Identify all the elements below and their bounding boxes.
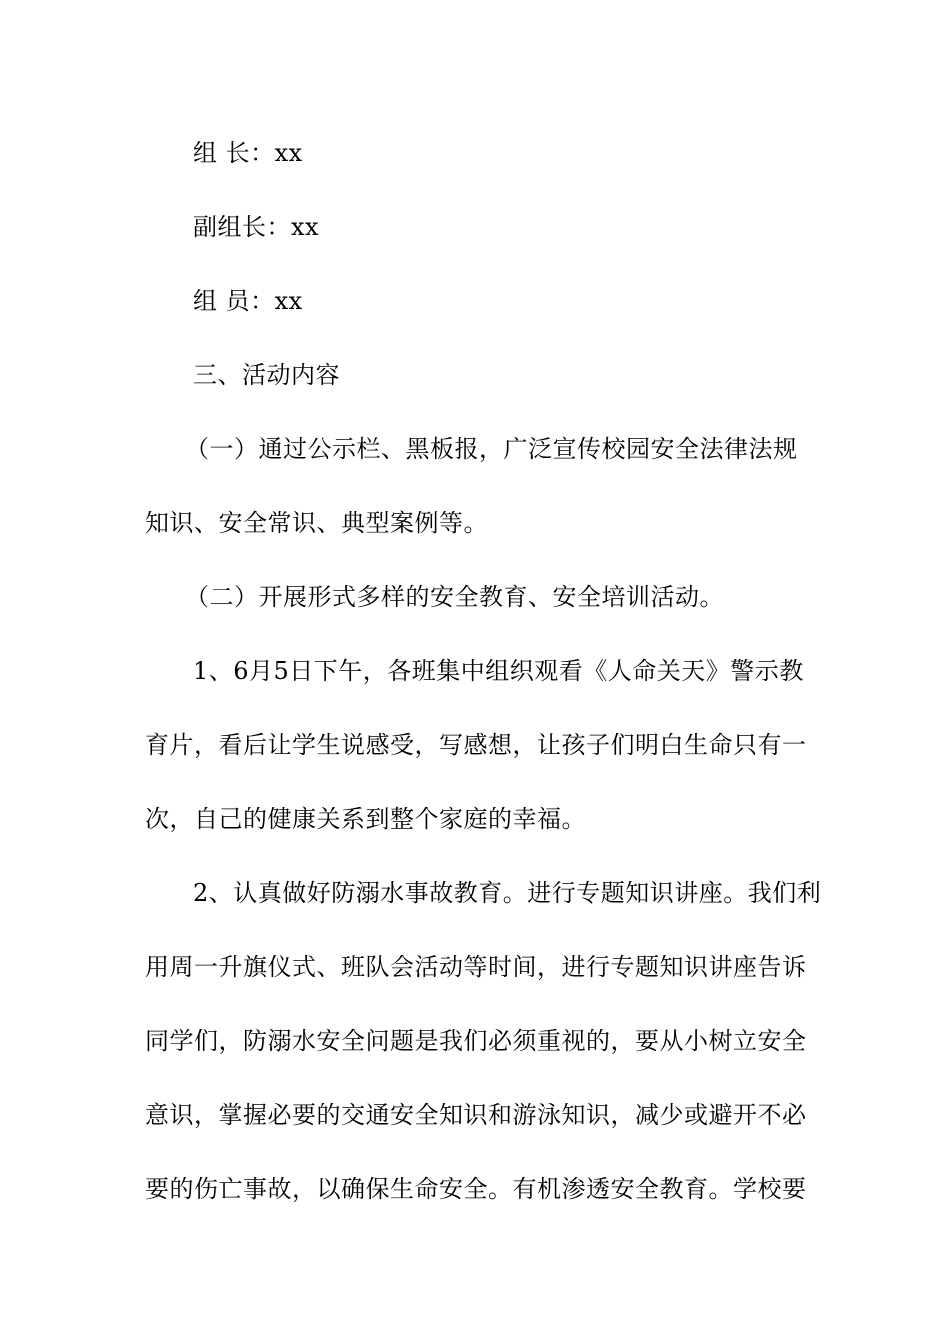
paragraph-line: （一）通过公示栏、黑板报，广泛宣传校园安全法律法规 [185, 435, 798, 463]
paragraph-line: （二）开展形式多样的安全教育、安全培训活动。 [185, 583, 724, 611]
paragraph-line: 次，自己的健康关系到整个家庭的幸福。 [145, 805, 586, 833]
section-heading: 三、活动内容 [193, 361, 340, 389]
paragraph-line: 用周一升旗仪式、班队会活动等时间，进行专题知识讲座告诉 [145, 953, 807, 981]
group-leader-line: 组 长：xx [193, 139, 303, 167]
deputy-leader-line: 副组长：xx [193, 213, 320, 241]
group-member-line: 组 员：xx [193, 287, 303, 315]
paragraph-line: 要的伤亡事故，以确保生命安全。有机渗透安全教育。学校要 [145, 1175, 807, 1203]
paragraph-line: 育片，看后让学生说感受，写感想，让孩子们明白生命只有一 [145, 731, 807, 759]
paragraph-line: 意识，掌握必要的交通安全知识和游泳知识，减少或避开不必 [145, 1101, 807, 1129]
paragraph-line: 知识、安全常识、典型案例等。 [145, 509, 488, 537]
paragraph-line: 2、认真做好防溺水事故教育。进行专题知识讲座。我们利 [193, 879, 822, 907]
paragraph-line: 同学们，防溺水安全问题是我们必须重视的，要从小树立安全 [145, 1027, 807, 1055]
paragraph-line: 1、6月5日下午，各班集中组织观看《人命关天》警示教 [193, 657, 804, 685]
